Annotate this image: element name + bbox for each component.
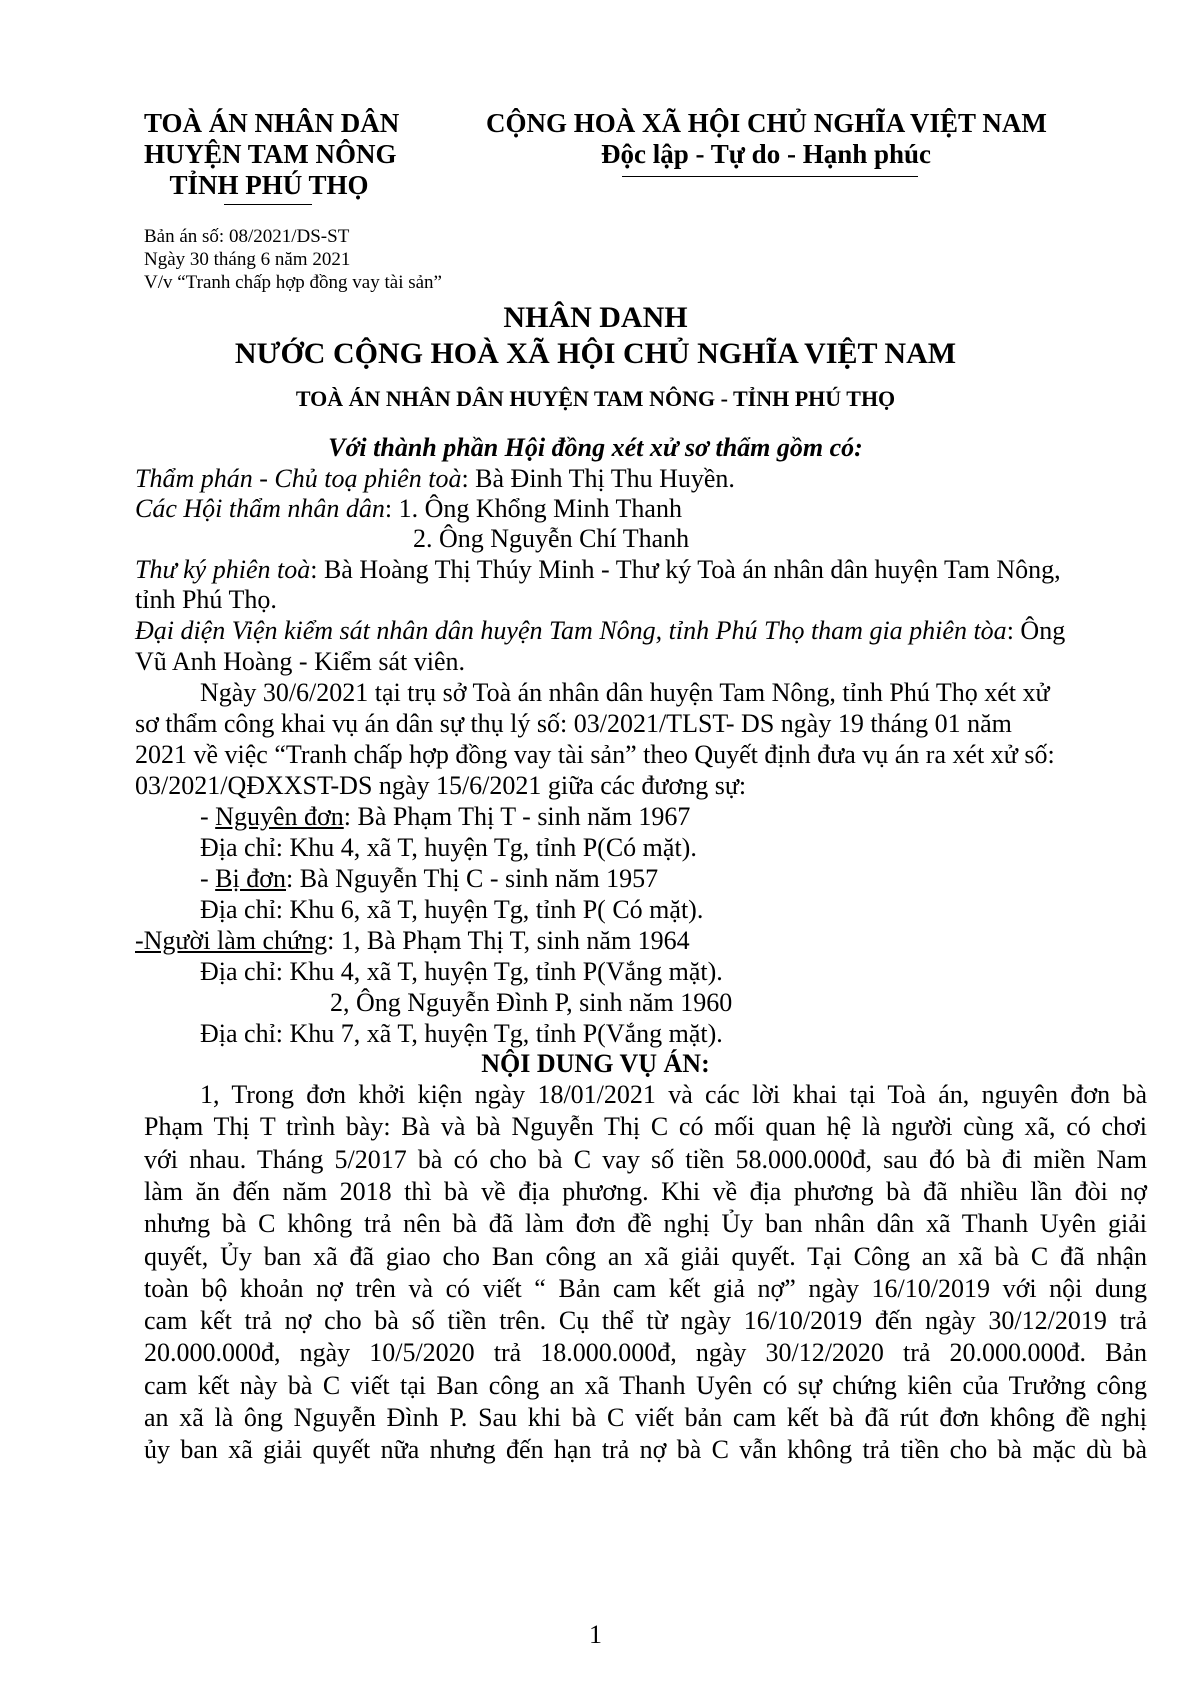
case-subject: V/v “Tranh chấp hợp đồng vay tài sản” [144,272,442,293]
defendant-address: Địa chỉ: Khu 6, xã T, huyện Tg, tỉnh P( Có mặt). [200,895,704,924]
court-name-line1: TOÀ ÁN NHÂN DÂN [144,108,400,138]
content-line: an xã là ông Nguyễn Đình P. Sau khi bà C viết bản cam kết bà đã rút đơn không đề nghị [144,1403,1147,1432]
procurator-value: : Ông [1006,616,1066,645]
content-line: cam kết trả nợ cho bà số tiền trên. Cụ thể từ ngày 16/10/2019 đến ngày 30/12/2019 trả [144,1306,1147,1336]
assessors-label: Các Hội thẩm nhân dân [135,494,385,523]
motto-underline [622,176,918,177]
content-line: nhưng bà C không trả nên bà đã làm đơn đề nghị Ủy ban nhân dân xã Thanh Uyên giải [144,1209,1147,1239]
content-heading: NỘI DUNG VỤ ÁN: [481,1049,710,1078]
assessors-line [135,493,682,525]
content-line: 20.000.000đ, ngày 10/5/2020 trả 18.000.000đ, ngày 30/12/2020 trả 20.000.000đ. Bản [144,1338,1147,1368]
content-line: 1, Trong đơn khởi kiện ngày 18/01/2021 và các lời khai tại Toà án, nguyên đơn bà [200,1080,1147,1109]
clerk-value: : Bà Hoàng Thị Thúy Minh - Thư ký Toà án nhân dân huyện Tam Nông, [310,555,1061,584]
plaintiff-label: Nguyên đơn [215,802,344,831]
page-number: 1 [589,1620,602,1649]
defendant-label: Bị đơn [215,864,286,893]
plaintiff-prefix: - [200,802,216,831]
panel-heading: Với thành phần Hội đồng xét xử sơ thẩm gồm có: [328,433,863,462]
judge-line [135,463,735,495]
content-line: cam kết này bà C viết tại Ban công an xã Thanh Uyên có sự chứng kiên của Trưởng công [144,1370,1147,1400]
witness-2-address: Địa chỉ: Khu 7, xã T, huyện Tg, tỉnh P(Vắng mặt). [200,1019,723,1048]
witness-label: -Người làm chứng [135,926,328,955]
assessor-1: : 1. Ông Khổng Minh Thanh [384,494,682,523]
intro-line-4: 03/2021/QĐXXST-DS ngày 15/6/2021 giữa các đương sự: [135,771,747,800]
defendant-line [200,863,658,895]
judge-value: : Bà Đinh Thị Thu Huyền. [461,464,735,493]
content-line: toàn bộ khoản nợ trên và có viết “ Bản cam kết giả nợ” ngày 16/10/2019 với nội dung [144,1273,1147,1303]
procurator-cont: Vũ Anh Hoàng - Kiểm sát viên. [135,647,466,676]
content-line: Phạm Thị T trình bày: Bà và bà Nguyễn Thị C có mối quan hệ là người cùng xã, có chơi [144,1112,1147,1142]
defendant-prefix: - [200,864,216,893]
case-date: Ngày 30 tháng 6 năm 2021 [144,249,351,270]
plaintiff-value: : Bà Phạm Thị T - sinh năm 1967 [343,802,691,831]
content-line: làm ăn đến năm 2018 thì bà về địa phương. Khi về địa phương bà đã nhiều lần đòi nợ [144,1176,1147,1206]
defendant-value: : Bà Nguyễn Thị C - sinh năm 1957 [286,864,659,893]
intro-line-1: Ngày 30/6/2021 tại trụ sở Toà án nhân dân huyện Tam Nông, tỉnh Phú Thọ xét xử [200,678,1050,707]
witness-1: : 1, Bà Phạm Thị T, sinh năm 1964 [327,926,690,955]
content-line: quyết, Ủy ban xã đã giao cho Ban công an xã giải quyết. Tại Công an xã bà C đã nhận [144,1241,1147,1271]
procurator-label: Đại diện Viện kiểm sát nhân dân huyện Tam Nông, tỉnh Phú Thọ tham gia phiên tòa [135,616,1007,645]
procurator-line [135,615,1065,647]
witness-1-address: Địa chỉ: Khu 4, xã T, huyện Tg, tỉnh P(Vắng mặt). [200,957,723,986]
clerk-line [135,554,1147,586]
clerk-label: Thư ký phiên toà [135,555,311,584]
nation-motto: Độc lập - Tự do - Hạnh phúc [600,139,932,169]
case-number: Bản án số: 08/2021/DS-ST [144,226,350,247]
title-court-full: TOÀ ÁN NHÂN DÂN HUYỆN TAM NÔNG - TỈNH PHÚ THỌ [295,386,896,411]
clerk-cont: tỉnh Phú Thọ. [135,585,277,614]
nation-title: CỘNG HOÀ XÃ HỘI CHỦ NGHĨA VIỆT NAM [486,108,1047,138]
judge-label: Thẩm phán - Chủ toạ phiên toà [135,464,462,493]
witness-line [135,925,690,957]
court-name-line3: TỈNH PHÚ THỌ [169,170,369,200]
content-line: ủy ban xã giải quyết nữa nhưng đến hạn trả nợ bà C vẫn không trả tiền cho bà mặc dù bà [144,1435,1147,1465]
content-line: với nhau. Tháng 5/2017 bà có cho bà C vay số tiền 58.000.000đ, sau đó bà đi miền Nam [144,1144,1147,1174]
title-nation: NƯỚC CỘNG HOÀ XÃ HỘI CHỦ NGHĨA VIỆT NAM [234,337,957,370]
assessor-2: 2. Ông Nguyễn Chí Thanh [413,524,690,553]
plaintiff-address: Địa chỉ: Khu 4, xã T, huyện Tg, tỉnh P(Có mặt). [200,833,697,862]
plaintiff-line [200,801,690,833]
court-name-line2: HUYỆN TAM NÔNG [144,139,397,169]
title-in-the-name: NHÂN DANH [503,301,688,334]
witness-2: 2, Ông Nguyễn Đình P, sinh năm 1960 [330,988,733,1017]
court-underline [224,204,312,205]
intro-line-3: 2021 về việc “Tranh chấp hợp đồng vay tài sản” theo Quyết định đưa vụ án ra xét xử số: [135,740,1055,769]
intro-line-2: sơ thẩm công khai vụ án dân sự thụ lý số: 03/2021/TLST- DS ngày 19 tháng 01 năm [135,709,1012,738]
